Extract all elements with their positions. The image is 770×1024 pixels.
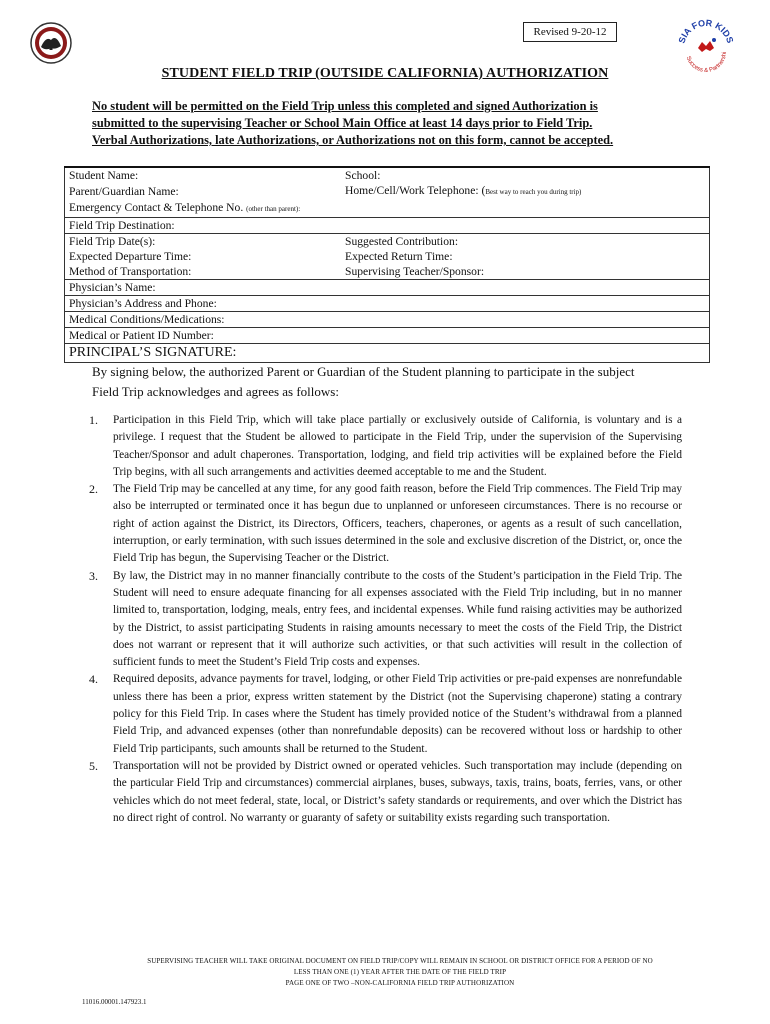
emergency-contact-field[interactable]: Emergency Contact & Telephone No. (other than parent): xyxy=(69,201,301,214)
medical-conditions-field[interactable]: Medical Conditions/Medications: xyxy=(69,313,225,326)
form-title: STUDENT FIELD TRIP (OUTSIDE CALIFORNIA) AUTHORIZATION xyxy=(161,66,609,81)
emergency-note: (other than parent): xyxy=(246,205,301,213)
destination-field[interactable]: Field Trip Destination: xyxy=(69,219,175,232)
home-phone-note: Best way to reach you during trip) xyxy=(485,188,582,196)
principal-signature-field[interactable]: PRINCIPAL’S SIGNATURE: xyxy=(69,345,237,360)
term-item: 2. The Field Trip may be cancelled at any time, for any good faith reason, before the Field Trip commences. The Field Trip may also be interrupted or terminated once it has begun due to unplanned or unforeseen circumstances. There is no recourse or right of action against the District, its Directors, Officers, teachers, chaperones, or agents as a result of such cancellation, interruption, or early termination, with such issues determined in the sole and exclusive discretion of the District, or, once the Field Trip has begun, the Supervising Teacher or the District. xyxy=(89,482,682,565)
trip-dates-field[interactable]: Field Trip Date(s): xyxy=(69,235,156,248)
term-item: 5. Transportation will not be provided by District owned or operated vehicles. Such transportation may include (depending on the particular Field Trip and circumstances) commercial airplanes, buses, subways, taxis, trains, boats, ferries, vans, or other vehicles which do not meet federal, state, local, or District’s safety standards or requirements, and over which the District has no direct right of control. No warranty or guaranty of safety or suitability exists regarding such transportation. xyxy=(89,758,682,824)
svg-text:SIA FOR KIDS xyxy=(677,18,736,44)
student-info-form xyxy=(64,166,710,363)
page-footer xyxy=(120,956,680,989)
intro-line: By signing below, the authorized Parent or Guardian of the Student planning to participate in the subject xyxy=(92,364,635,379)
notice-line: No student will be permitted on the Field Trip unless this completed and signed Authorization is xyxy=(92,99,598,113)
footer-line: SUPERVISING TEACHER WILL TAKE ORIGINAL DOCUMENT ON FIELD TRIP/COPY WILL REMAIN IN SCHOOL OR DISTRICT OFFICE FOR A PERIOD OF NO xyxy=(147,957,653,965)
intro-line: Field Trip acknowledges and agrees as follows: xyxy=(92,384,339,399)
terms-list xyxy=(80,412,682,827)
departure-time-field[interactable]: Expected Departure Time: xyxy=(69,250,192,263)
student-name-field[interactable]: Student Name: xyxy=(69,169,139,182)
term-item: 4. Required deposits, advance payments for travel, lodging, or other Field Trip activities or pre-paid expenses are nonrefundable unless there has been a prior, express written statement by the District (not the Supervising chaperone) stating a contrary policy for this Field Trip. In cases where the Student has timely provided notice of the Student’s withdrawal from a planned Field Trip, and advanced expenses (other than nonrefundable deposits) can be recovered without loss or hardship to other Field Trip participants, such amounts shall be returned to the Student. xyxy=(89,672,682,755)
suggested-contribution-field[interactable]: Suggested Contribution: xyxy=(345,235,459,248)
notice-line: Verbal Authorizations, late Authorizations, or Authorizations not on this form, cannot be accepted. xyxy=(92,133,614,147)
supervising-teacher-field[interactable]: Supervising Teacher/Sponsor: xyxy=(345,265,485,278)
district-seal-logo xyxy=(30,22,72,64)
school-field[interactable]: School: xyxy=(345,169,381,182)
revised-date-box: Revised 9-20-12 xyxy=(523,22,617,42)
submission-notice xyxy=(92,98,692,149)
document-id: 11016.00001.147923.1 xyxy=(82,998,147,1006)
logo-text-top: SIA FOR KIDS xyxy=(676,18,736,45)
parent-name-field[interactable]: Parent/Guardian Name: xyxy=(69,185,179,198)
footer-line: LESS THAN ONE (1) YEAR AFTER THE DATE OF THE FIELD TRIP xyxy=(293,968,507,976)
physician-name-field[interactable]: Physician’s Name: xyxy=(69,281,156,294)
agreement-intro xyxy=(92,362,692,402)
logo-text-bottom: Success & Partnershi xyxy=(684,51,729,75)
home-phone-field[interactable]: Home/Cell/Work Telephone: (Best way to reach you during trip) xyxy=(345,184,582,197)
return-time-field[interactable]: Expected Return Time: xyxy=(345,250,453,263)
notice-line: submitted to the supervising Teacher or School Main Office at least 14 days prior to Field Trip. xyxy=(92,116,593,130)
transportation-field[interactable]: Method of Transportation: xyxy=(69,265,192,278)
footer-line: PAGE ONE OF TWO –NON-CALIFORNIA FIELD TRIP AUTHORIZATION xyxy=(285,979,515,987)
term-item: 1. Participation in this Field Trip, which will take place partially or exclusively outside of California, is voluntary and is a privilege. I request that the Student be allowed to participate in the Field Trip, under the supervision of the Supervising Teacher/Sponsor and adult chaperones. Transportation, lodging, and field trip activities will be explained before the Field Trip begins, with all such arrangements and activities deemed acceptable to me and the Student. xyxy=(89,413,682,478)
physician-address-field[interactable]: Physician’s Address and Phone: xyxy=(69,297,217,310)
medical-id-field[interactable]: Medical or Patient ID Number: xyxy=(69,329,214,342)
term-item: 3. By law, the District may in no manner financially contribute to the costs of the Student’s participation in the Field Trip. The Student will need to ensure adequate financing for all expenses associated with the Field Trip including, but in no manner limited to, transportation, lodging, meals, entry fees, and incidental expenses. While fund raising activities may be authorized by the District, to assist participating Students in raising amounts necessary to meet the costs of the Field Trip, the District does not warrant or represent that it will authorize such activities, or that such activities will result in the collection of sufficient funds to meet the Student’s Field Trip costs and expenses. xyxy=(89,568,682,669)
